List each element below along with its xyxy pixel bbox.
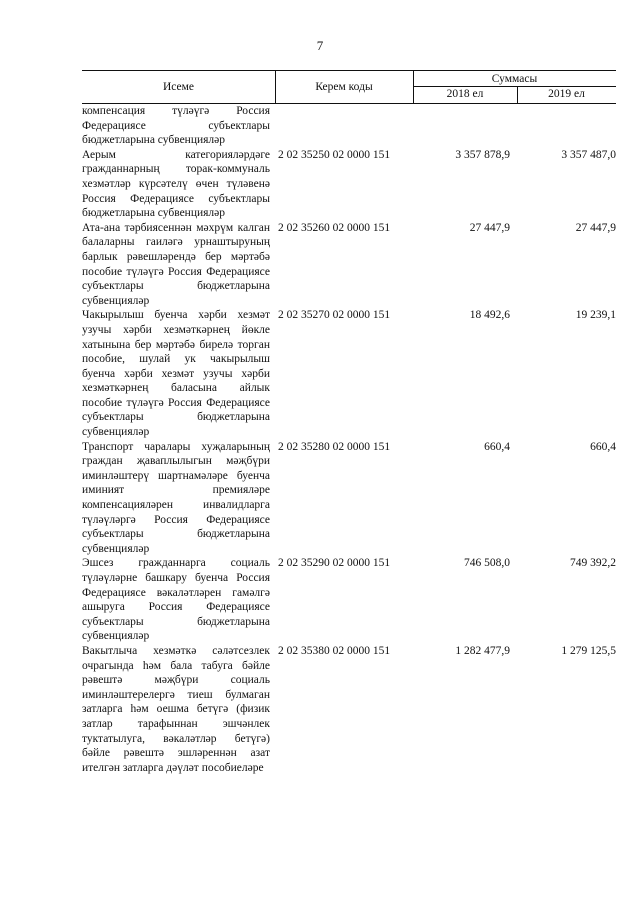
table-row xyxy=(82,221,616,309)
table-header xyxy=(82,70,616,104)
header-year-2018: 2018 ел xyxy=(446,88,484,100)
row-name: Чакырылыш буенча хәрби хезмәт узучы хәрби хезмәткәрнең йөкле хатынына бер мәртәбә бирелә торган пособие, шулай ук чакырылыш буенча хәрби хезмәт узучы хәрби хезмәткәрнең баласына айлык пособие түләүгә Россия Федерациясе субъектлары бюджетларына субвенцияләр xyxy=(82,309,270,439)
row-name: Ата-ана тәрбиясеннән мәхрүм калган балаларны гаиләгә урнаштыруның барлык рәвешләрендә бер мәртәбә пособие түләүгә Россия Федерациясе субъектлары бюджетларына субвенцияләр xyxy=(82,221,270,307)
row-name: Транспорт чаралары хуҗаларының граждан җаваплылыгын мәҗбүри иминләштерү шартнамәләре буенча иминият премияләре компенсацияләрен инвалидларга түләүләргә Россия Федерациясе субъектлары бюджетларына субвенцияләр xyxy=(82,440,270,555)
table-body xyxy=(82,104,616,775)
header-sum: Суммасы xyxy=(491,73,538,85)
row-value-2019 xyxy=(512,104,616,148)
row-code: 2 02 35280 02 0000 151 xyxy=(278,440,391,453)
row-value-2019: 3 357 487,0 xyxy=(561,148,616,161)
page-number: 7 xyxy=(316,38,324,53)
row-value-2018 xyxy=(408,104,512,148)
row-value-2019: 1 279 125,5 xyxy=(561,644,616,657)
row-code: 2 02 35380 02 0000 151 xyxy=(278,644,391,657)
row-value-2018: 3 357 878,9 xyxy=(455,148,510,161)
header-code: Керем коды xyxy=(315,81,373,93)
row-name: Аерым категорияләрдәге гражданнарның торак-коммуналь хезмәтләр күрсәтелү өчен түләвенә Россия Федерациясе субъектлары бюджетларына субвенцияләр xyxy=(82,148,270,220)
table-row xyxy=(82,148,616,221)
table-row xyxy=(82,104,616,148)
row-value-2019: 19 239,1 xyxy=(575,309,616,322)
row-code: 2 02 35270 02 0000 151 xyxy=(278,309,391,322)
row-value-2018: 27 447,9 xyxy=(469,221,510,234)
row-code: 2 02 35250 02 0000 151 xyxy=(278,148,391,161)
header-year-2019: 2019 ел xyxy=(548,88,585,100)
row-value-2018: 1 282 477,9 xyxy=(455,644,510,657)
table-row xyxy=(82,440,616,557)
row-value-2018: 746 508,0 xyxy=(464,557,510,570)
row-value-2018: 18 492,6 xyxy=(469,309,510,322)
table-row xyxy=(82,644,616,775)
row-value-2018: 660,4 xyxy=(484,440,510,453)
row-value-2019: 660,4 xyxy=(590,440,616,453)
row-value-2019: 749 392,2 xyxy=(570,557,616,570)
table-row xyxy=(82,308,616,439)
header-name: Исеме xyxy=(162,81,195,93)
table-row xyxy=(82,556,616,644)
row-name: Вакытлыча хезмәткә сәләтсезлек очрагында һәм бала табуга бәйле рәвештә мәҗбүри социаль иминләштерелергә тиеш булмаган затларга һәм оешма бетүгә (физик затлар тарафыннан эшчәнлек туктатылуга, вәкаләтләр бетүгә) бәйле рәвештә эшләреннән азат ителгән затларга дәүләт пособиеләре xyxy=(82,644,270,774)
row-code: 2 02 35260 02 0000 151 xyxy=(278,221,391,234)
row-value-2019: 27 447,9 xyxy=(575,221,616,234)
row-name: Эшсез гражданнарга социаль түләүләрне башкару буенча Россия Федерациясе вәкаләтләрен гамәлгә ашыруга Россия Федерациясе субъектлары бюджетларына субвенцияләр xyxy=(82,557,270,643)
row-code: 2 02 35290 02 0000 151 xyxy=(278,557,391,570)
row-code xyxy=(270,104,408,148)
row-name: компенсация түләүгә Россия Федерациясе субъектлары бюджетларына субвенцияләр xyxy=(82,105,270,147)
budget-table xyxy=(82,70,616,775)
